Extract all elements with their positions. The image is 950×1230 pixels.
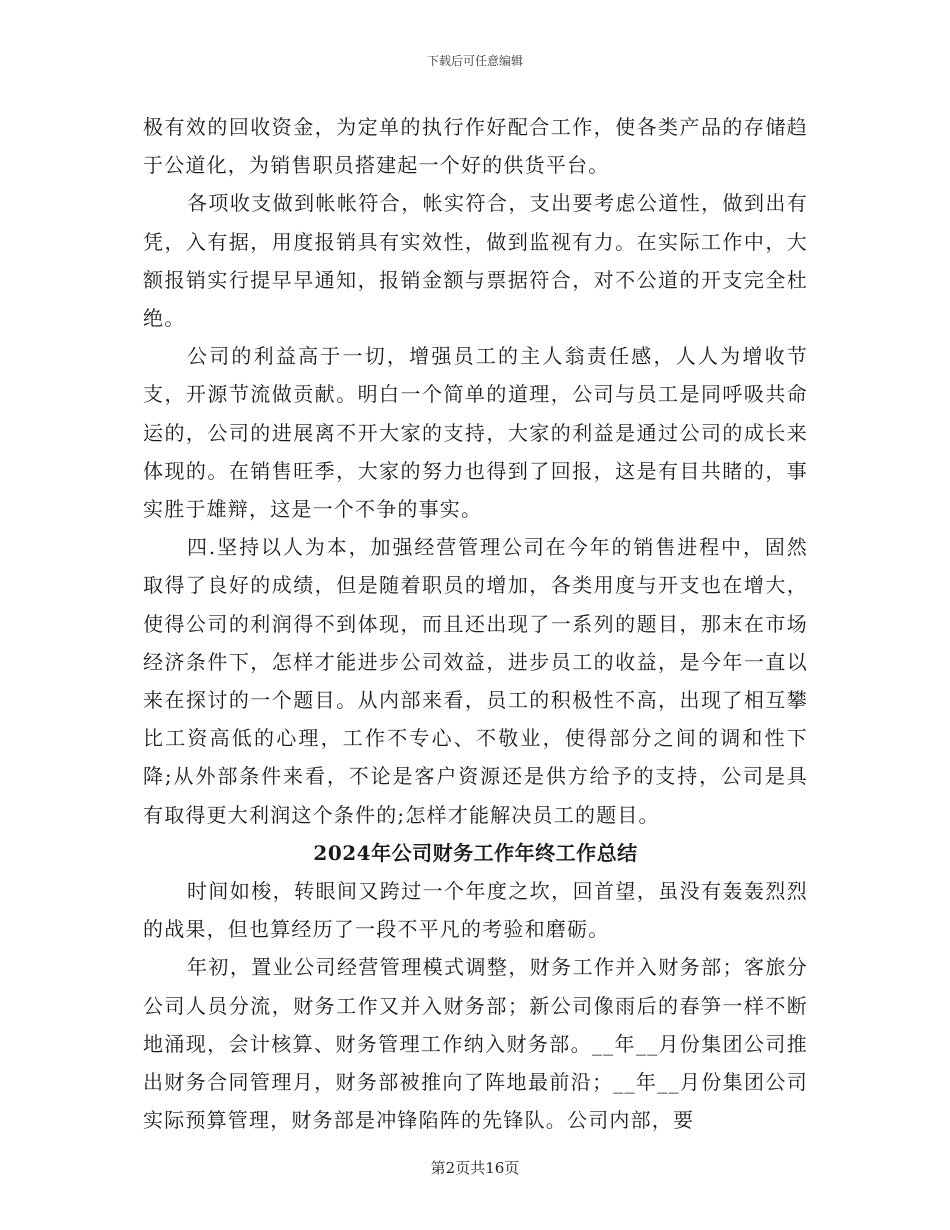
paragraph: 时间如梭，转眼间又跨过一个年度之坎，回首望，虽没有轰轰烈烈的战果，但也算经历了一段不平凡的考验和磨砺。 (143, 879, 808, 942)
paragraph: 极有效的回收资金，为定单的执行作好配合工作，使各类产品的存储趋于公道化，为销售职员搭建起一个好的供货平台。 (143, 115, 808, 178)
paragraph: 各项收支做到帐帐符合，帐实符合，支出要考虑公道性，做到出有凭，入有据，用度报销具有实效性，做到监视有力。在实际工作中，大额报销实行提早早通知，报销金额与票据符合，对不公道的开支完全杜绝。 (143, 191, 808, 331)
section-title: 2024年公司财务工作年终工作总结 (313, 840, 638, 865)
paragraph: 公司的利益高于一切，增强员工的主人翁责任感，人人为增收节支，开源节流做贡献。明白一个简单的道理，公司与员工是同呼吸共命运的，公司的进展离不开大家的支持，大家的利益是通过公司的成长来体现的。在销售旺季，大家的努力也得到了回报，这是有目共睹的，事实胜于雄辩，这是一个不争的事实。 (143, 344, 808, 522)
document-body (143, 108, 808, 1139)
page-header: 下载后可任意编辑 (426, 54, 523, 68)
paragraph: 年初，置业公司经营管理模式调整，财务工作并入财务部；客旅分公司人员分流，财务工作又并入财务部；新公司像雨后的春笋一样不断地涌现，会计核算、财务管理工作纳入财务部。__年__月份集团公司推出财务合同管理月，财务部被推向了阵地最前沿；__年__月份集团公司实际预算管理，财务部是冲锋陷阵的先锋队。公司内部，要 (143, 955, 808, 1133)
page-footer: 第2页共16页 (430, 1159, 520, 1177)
paragraph: 四.坚持以人为本，加强经营管理公司在今年的销售进程中，固然取得了良好的成绩，但是随着职员的增加，各类用度与开支也在增大，使得公司的利润得不到体现，而且还出现了一系列的题目，那末在市场经济条件下，怎样才能进步公司效益，进步员工的收益，是今年一直以来在探讨的一个题目。从内部来看，员工的积极性不高，出现了相互攀比工资高低的心理，工作不专心、不敬业，使得部分之间的调和性下降;从外部条件来看，不论是客户资源还是供方给予的支持，公司是具有取得更大利润这个条件的;怎样才能解决员工的题目。 (143, 535, 808, 827)
